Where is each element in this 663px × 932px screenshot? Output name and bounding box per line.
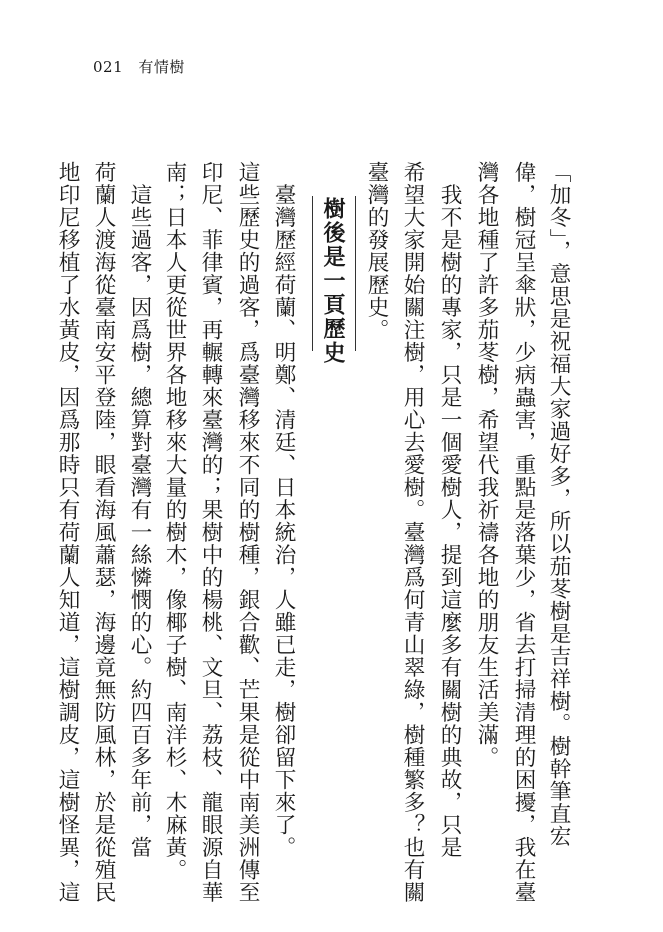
heading-rule-left (312, 196, 313, 351)
heading-rule-right (355, 196, 356, 351)
text-column-1: 「加冬」，意思是祝福大家過好多，所以茄苳樹是吉祥樹。樹幹筆直宏 (546, 161, 571, 848)
text-column-9: 印尼、菲律賓，再輾轉來臺灣的；果樹中的楊桃、文旦、荔枝、龍眼源自華 (198, 161, 223, 904)
text-column-11: 這些過客，因爲樹，總算對臺灣有一絲憐憫的心。約四百多年前，當 (127, 161, 152, 859)
book-title: 有情樹 (138, 58, 185, 76)
page-number: 021 (93, 58, 124, 76)
text-column-12: 荷蘭人渡海從臺南安平登陸，眼看海風蕭瑟，海邊竟無防風林，於是從殖民 (91, 161, 116, 904)
text-column-8: 這些歷史的過客，爲臺灣移來不同的樹種，銀合歡、芒果是從中南美洲傳至 (235, 161, 260, 904)
text-column-5: 希望大家開始關注樹，用心去愛樹。臺灣爲何青山翠綠，樹種繁多？也有關 (400, 161, 425, 904)
text-column-4: 我不是樹的專家，只是一個愛樹人，提到這麼多有關樹的典故，只是 (437, 161, 462, 859)
text-column-7: 臺灣歷經荷蘭、明鄭、清廷、日本統治，人雖已走，樹卻留下來了。 (271, 161, 296, 859)
text-column-10: 南；日本人更從世界各地移來大量的樹木，像椰子樹、南洋杉、木麻黃。 (162, 161, 187, 881)
text-column-6: 臺灣的發展歷史。 (364, 161, 389, 341)
text-column-2: 偉，樹冠呈傘狀，少病蟲害，重點是落葉少，省去打掃清理的困擾，我在臺 (511, 161, 536, 904)
section-heading: 樹後是一頁歷史 (320, 197, 346, 365)
text-column-3: 灣各地種了許多茄苳樹，希望代我祈禱各地的朋友生活美滿。 (474, 161, 499, 769)
running-head (93, 56, 185, 77)
text-column-13: 地印尼移植了水黃皮，因爲那時只有荷蘭人知道，這樹調皮，這樹怪異，這 (55, 161, 80, 904)
